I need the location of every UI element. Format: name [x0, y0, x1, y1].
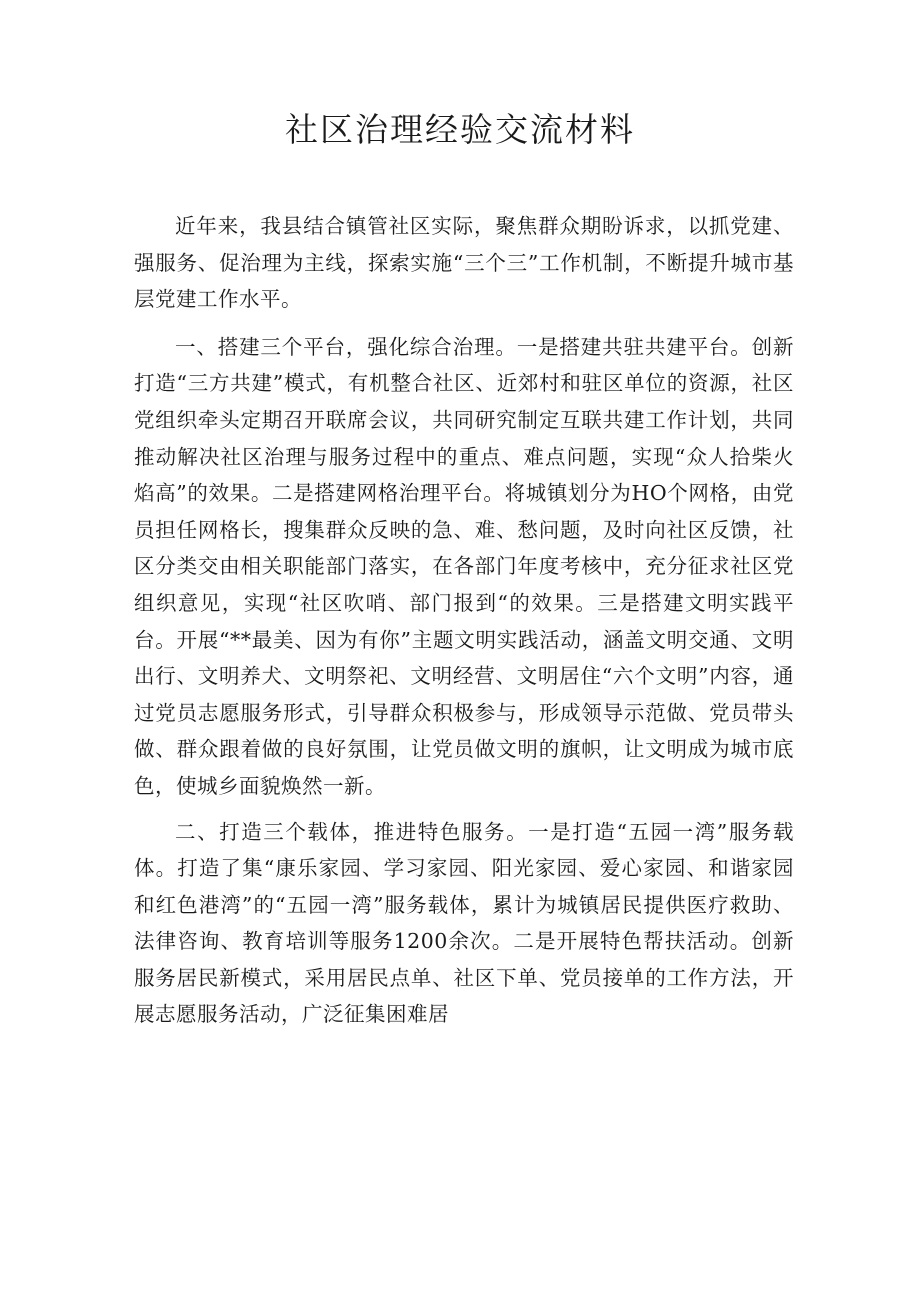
- paragraph-section-one: 一、搭建三个平台，强化综合治理。一是搭建共驻共建平台。创新打造“三方共建”模式，有机整合社区、近郊村和驻区单位的资源，社区党组织牵头定期召开联席会议，共同研究制定互联共建工作计划，共同推动解决社区治理与服务过程中的重点、难点问题，实现“众人拾柴火焰高”的效果。二是搭建网格治理平台。将城镇划分为HO个网格，由党员担任网格长，搜集群众反映的急、难、愁问题，及时向社区反馈，社区分类交由相关职能部门落实，在各部门年度考核中，充分征求社区党组织意见，实现“社区吹哨、部门报到“的效果。三是搭建文明实践平台。开展“**最美、因为有你”主题文明实践活动，涵盖文明交通、文明出行、文明养犬、文明祭祀、文明经营、文明居住“六个文明”内容，通过党员志愿服务形式，引导群众积极参与，形成领导示范做、党员带头做、群众跟着做的良好氛围，让党员做文明的旗帜，让文明成为城市底色，使城乡面貌焕然一新。: [134, 334, 794, 798]
- document-body: [134, 208, 794, 1044]
- paragraph-intro: 近年来，我县结合镇管社区实际，聚焦群众期盼诉求，以抓党建、强服务、促治理为主线，探索实施“三个三”工作机制，不断提升城市基层党建工作水平。: [134, 214, 794, 312]
- document-title: 社区治理经验交流材料: [285, 110, 635, 149]
- paragraph-section-two: 二、打造三个载体，推进特色服务。一是打造“五园一湾”服务载体。打造了集“康乐家园、学习家园、阳光家园、爱心家园、和谐家园和红色港湾”的“五园一湾”服务载体，累计为城镇居民提供医疗救助、法律咨询、教育培训等服务1200余次。二是开展特色帮扶活动。创新服务居民新模式，采用居民点单、社区下单、党员接单的工作方法，开展志愿服务活动，广泛征集困难居: [134, 819, 794, 1027]
